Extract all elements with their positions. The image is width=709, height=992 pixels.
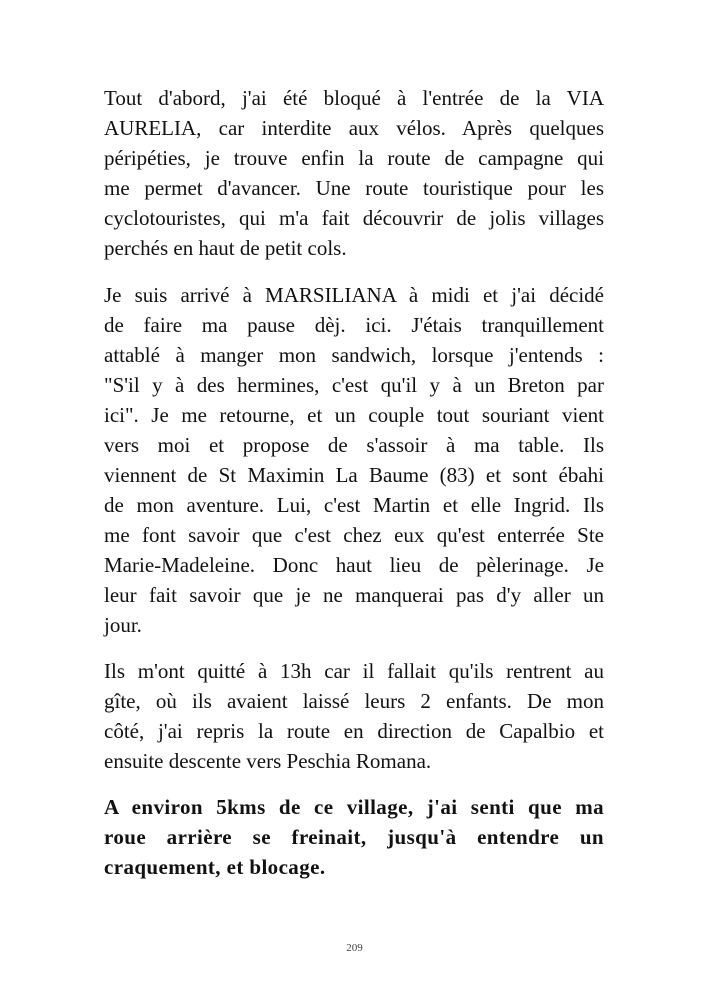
text-line: Tout d'abord, j'ai été bloqué à l'entrée de la VIA xyxy=(104,86,604,110)
text-line: me font savoir que c'est chez eux qu'est enterrée Ste xyxy=(104,523,604,547)
text-line: de faire ma pause dèj. ici. J'étais tranquillement xyxy=(104,313,604,337)
text-line: "S'il y à des hermines, c'est qu'il y à un Breton par xyxy=(104,373,604,397)
text-line: de mon aventure. Lui, c'est Martin et elle Ingrid. Ils xyxy=(104,493,604,517)
text-line: roue arrière se freinait, jusqu'à entendre un xyxy=(104,825,604,849)
page-number: 209 xyxy=(346,942,363,954)
text-line: Marie-Madeleine. Donc haut lieu de pèlerinage. Je xyxy=(104,553,604,577)
text-line: viennent de St Maximin La Baume (83) et sont ébahi xyxy=(104,463,604,487)
text-line: péripéties, je trouve enfin la route de campagne qui xyxy=(104,146,604,170)
paragraph-4-bold xyxy=(104,792,604,882)
text-line: me permet d'avancer. Une route touristique pour les xyxy=(104,176,604,200)
text-line: gîte, où ils avaient laissé leurs 2 enfants. De mon xyxy=(104,689,604,713)
text-line: Ils m'ont quitté à 13h car il fallait qu'ils rentrent au xyxy=(104,659,604,683)
text-line: ici". Je me retourne, et un couple tout souriant vient xyxy=(104,403,604,427)
paragraph-3 xyxy=(104,656,604,776)
text-line: Je suis arrivé à MARSILIANA à midi et j'ai décidé xyxy=(104,283,604,307)
text-line: AURELIA, car interdite aux vélos. Après quelques xyxy=(104,116,604,140)
text-line: A environ 5kms de ce village, j'ai senti que ma xyxy=(104,795,604,819)
text-line: cyclotouristes, qui m'a fait découvrir de jolis villages xyxy=(104,206,604,230)
text-line: côté, j'ai repris la route en direction de Capalbio et xyxy=(104,719,604,743)
paragraph-1 xyxy=(104,83,604,263)
text-line: vers moi et propose de s'assoir à ma table. Ils xyxy=(104,433,604,457)
text-line: attablé à manger mon sandwich, lorsque j'entends : xyxy=(104,343,604,367)
text-line: perchés en haut de petit cols. xyxy=(104,236,347,260)
paragraph-2 xyxy=(104,280,604,640)
text-line: craquement, et blocage. xyxy=(104,855,326,879)
text-line: leur fait savoir que je ne manquerai pas d'y aller un xyxy=(104,583,604,607)
text-line: jour. xyxy=(104,613,142,637)
text-line: ensuite descente vers Peschia Romana. xyxy=(104,749,432,773)
